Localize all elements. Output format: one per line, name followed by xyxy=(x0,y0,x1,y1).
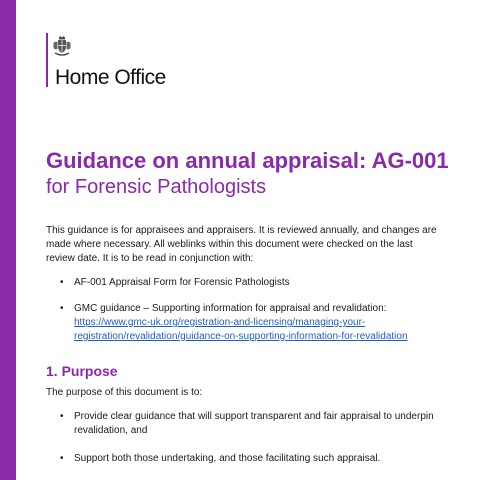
link-line: registration/revalidation/guidance-on-supporting-information-for-revalidation xyxy=(74,331,408,342)
home-office-logo xyxy=(46,33,186,91)
reference-form-text: AF-001 Appraisal Form for Forensic Pathologists xyxy=(74,277,290,288)
purpose-item-line: Provide clear guidance that will support transparent and fair appraisal to underpin xyxy=(74,411,434,422)
reference-list xyxy=(46,276,446,344)
bullet: • xyxy=(60,411,64,422)
section-heading-purpose: 1. Purpose xyxy=(46,363,118,379)
bullet: • xyxy=(60,453,64,464)
document-subtitle: for Forensic Pathologists xyxy=(46,176,267,198)
logo-divider xyxy=(46,33,48,87)
purpose-item-line: revalidation, and xyxy=(74,425,148,436)
document-title: Guidance on annual appraisal: AG-001 xyxy=(46,148,449,173)
intro-line: made where necessary. All weblinks within this document were checked on the last xyxy=(46,239,413,250)
purpose-intro: The purpose of this document is to: xyxy=(46,387,203,398)
logo-text: Home Office xyxy=(55,66,166,89)
reference-gmc-text: GMC guidance – Supporting information for appraisal and revalidation: xyxy=(74,303,387,314)
purpose-list xyxy=(46,410,446,466)
list-item xyxy=(46,302,446,344)
list-item xyxy=(46,276,446,290)
list-item xyxy=(46,410,446,438)
list-item xyxy=(46,452,446,466)
gmc-guidance-link[interactable] xyxy=(74,316,446,344)
intro-line: This guidance is for appraisees and appraisers. It is reviewed annually, and changes are xyxy=(46,225,437,236)
purpose-item-line: Support both those undertaking, and those facilitating such appraisal. xyxy=(74,453,381,464)
link-line: https://www.gmc-uk.org/registration-and-licensing/managing-your- xyxy=(74,317,366,328)
bullet: • xyxy=(60,303,64,314)
royal-crest-icon xyxy=(52,34,72,58)
intro-line: review date. It is to be read in conjunction with: xyxy=(46,253,254,264)
intro-paragraph xyxy=(46,224,446,266)
bullet: • xyxy=(60,277,64,288)
sidebar-stripe xyxy=(0,0,16,480)
